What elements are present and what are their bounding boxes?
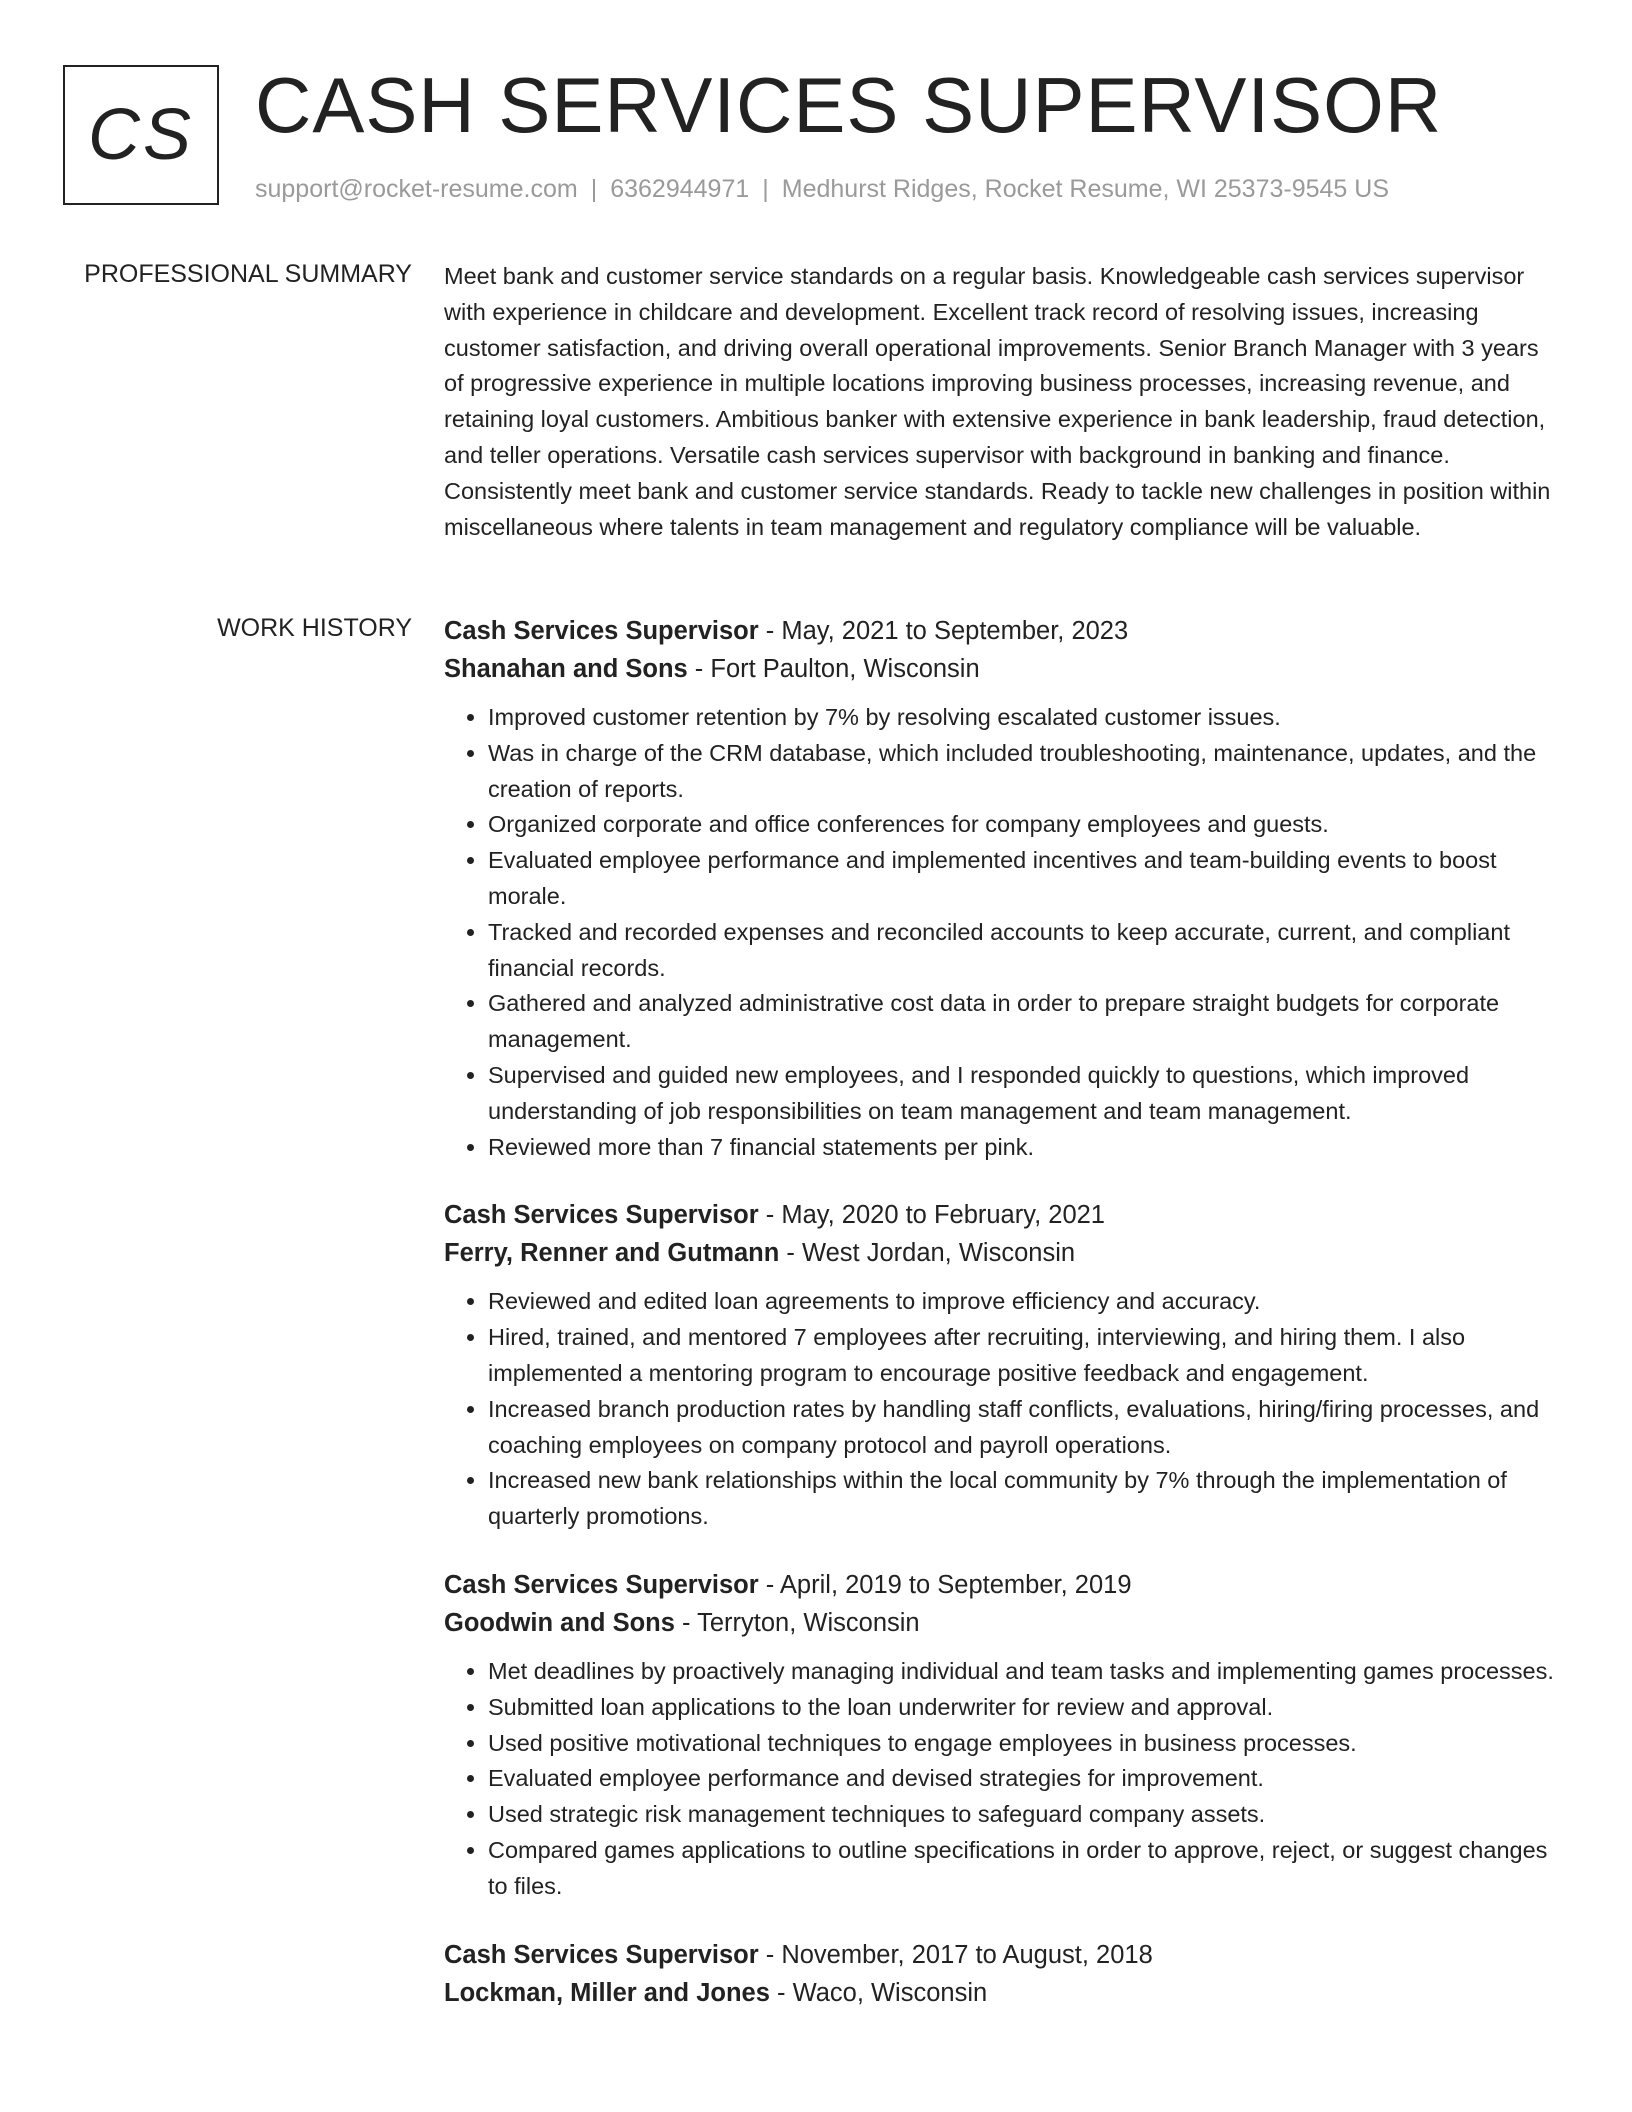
job-company: Goodwin and Sons: [444, 1608, 675, 1637]
job-bullet-list: [444, 1654, 1564, 1905]
contact-phone: 6362944971: [610, 175, 750, 203]
summary-section-label: PROFESSIONAL SUMMARY: [84, 260, 412, 288]
job-title: Cash Services Supervisor: [444, 617, 759, 645]
job-location: - Terryton, Wisconsin: [674, 1608, 920, 1637]
job-title-line: [444, 1196, 1564, 1234]
job-company-line: [444, 650, 1564, 688]
job-company: Ferry, Renner and Gutmann: [444, 1239, 780, 1268]
job-company-line: [444, 1234, 1564, 1272]
job-location: - Fort Paulton, Wisconsin: [687, 655, 980, 683]
job-bullet: • Supervised and guided new employees, and I responded quickly to questions, which improved understanding of job responsibilities on team management and team management.: [488, 1058, 1564, 1130]
job-dates: - May, 2020 to February, 2021: [758, 1201, 1105, 1230]
job-entry: [444, 1566, 1564, 1905]
job-entry: [444, 1196, 1564, 1535]
job-title-line: [444, 1566, 1564, 1604]
job-bullet: • Evaluated employee performance and devised strategies for improvement.: [488, 1761, 1564, 1797]
job-bullet: • Met deadlines by proactively managing individual and team tasks and implementing games processes.: [488, 1654, 1564, 1690]
job-title: Cash Services Supervisor: [444, 1570, 759, 1599]
job-bullet: • Used positive motivational techniques to engage employees in business processes.: [488, 1726, 1564, 1762]
monogram-logo: CS: [63, 65, 219, 205]
contact-separator: |: [762, 175, 769, 203]
job-location: - West Jordan, Wisconsin: [779, 1239, 1076, 1268]
page-title: CASH SERVICES SUPERVISOR: [255, 61, 1443, 149]
job-bullet: • Used strategic risk management techniques to safeguard company assets.: [488, 1797, 1564, 1833]
job-bullet: • Increased branch production rates by handling staff conflicts, evaluations, hiring/firing processes, and coaching employees on company protocol and payroll operations.: [488, 1392, 1564, 1464]
job-bullet-list: [444, 1284, 1564, 1535]
job-bullet: • Was in charge of the CRM database, which included troubleshooting, maintenance, updates, and the creation of reports.: [488, 736, 1564, 808]
work-history-list: [444, 612, 1564, 2043]
contact-address: Medhurst Ridges, Rocket Resume, WI 25373-9545 US: [781, 175, 1389, 203]
job-bullet: • Hired, trained, and mentored 7 employees after recruiting, interviewing, and hiring them. I also implemented a mentoring program to encourage positive feedback and engagement.: [488, 1320, 1564, 1392]
job-company-line: [444, 1604, 1564, 1642]
job-bullet: • Compared games applications to outline specifications in order to approve, reject, or suggest changes to files.: [488, 1833, 1564, 1905]
job-bullet-list: [444, 700, 1564, 1165]
job-title: Cash Services Supervisor: [444, 1940, 759, 1969]
job-company: Lockman, Miller and Jones: [444, 1978, 770, 2007]
job-bullet: • Evaluated employee performance and implemented incentives and team-building events to boost morale.: [488, 843, 1564, 915]
work-history-section-label: WORK HISTORY: [217, 614, 412, 642]
job-company-line: [444, 1974, 1564, 2012]
job-bullet: • Tracked and recorded expenses and reconciled accounts to keep accurate, current, and compliant financial records.: [488, 915, 1564, 987]
job-dates: - November, 2017 to August, 2018: [758, 1940, 1153, 1969]
job-dates: - April, 2019 to September, 2019: [758, 1570, 1132, 1599]
summary-text: Meet bank and customer service standards on a regular basis. Knowledgeable cash services supervisor with experience in childcare and development. Excellent track record of resolving issues, increasing customer satisfaction, and driving overall operational improvements. Senior Branch Manager with 3 years of progressive experience in multiple locations improving business processes, increasing revenue, and retaining loyal customers. Ambitious banker with extensive experience in bank leadership, fraud detection, and teller operations. Versatile cash services supervisor with background in banking and finance. Consistently meet bank and customer service standards. Ready to tackle new challenges in position within miscellaneous where talents in team management and regulatory compliance will be valuable.: [444, 263, 1551, 540]
contact-email: support@rocket-resume.com: [255, 175, 578, 203]
job-bullet: • Increased new bank relationships within the local community by 7% through the implementation of quarterly promotions.: [488, 1463, 1564, 1535]
job-bullet: • Submitted loan applications to the loan underwriter for review and approval.: [488, 1690, 1564, 1726]
contact-info: [255, 173, 1389, 205]
job-bullet: • Reviewed more than 7 financial statements per pink.: [488, 1130, 1564, 1166]
job-bullet: • Organized corporate and office conferences for company employees and guests.: [488, 807, 1564, 843]
job-entry: [444, 612, 1564, 1165]
job-bullet: • Gathered and analyzed administrative cost data in order to prepare straight budgets for corporate management.: [488, 986, 1564, 1058]
job-bullet: • Improved customer retention by 7% by resolving escalated customer issues.: [488, 700, 1564, 736]
contact-separator: |: [590, 175, 598, 203]
job-title-line: [444, 612, 1564, 650]
job-entry: [444, 1936, 1564, 2012]
job-title-line: [444, 1936, 1564, 1974]
job-location: - Waco, Wisconsin: [769, 1978, 988, 2007]
job-company: Shanahan and Sons: [444, 655, 688, 683]
job-title: Cash Services Supervisor: [444, 1201, 759, 1230]
job-dates: - May, 2021 to September, 2023: [758, 617, 1129, 645]
job-bullet: • Reviewed and edited loan agreements to improve efficiency and accuracy.: [488, 1284, 1564, 1320]
